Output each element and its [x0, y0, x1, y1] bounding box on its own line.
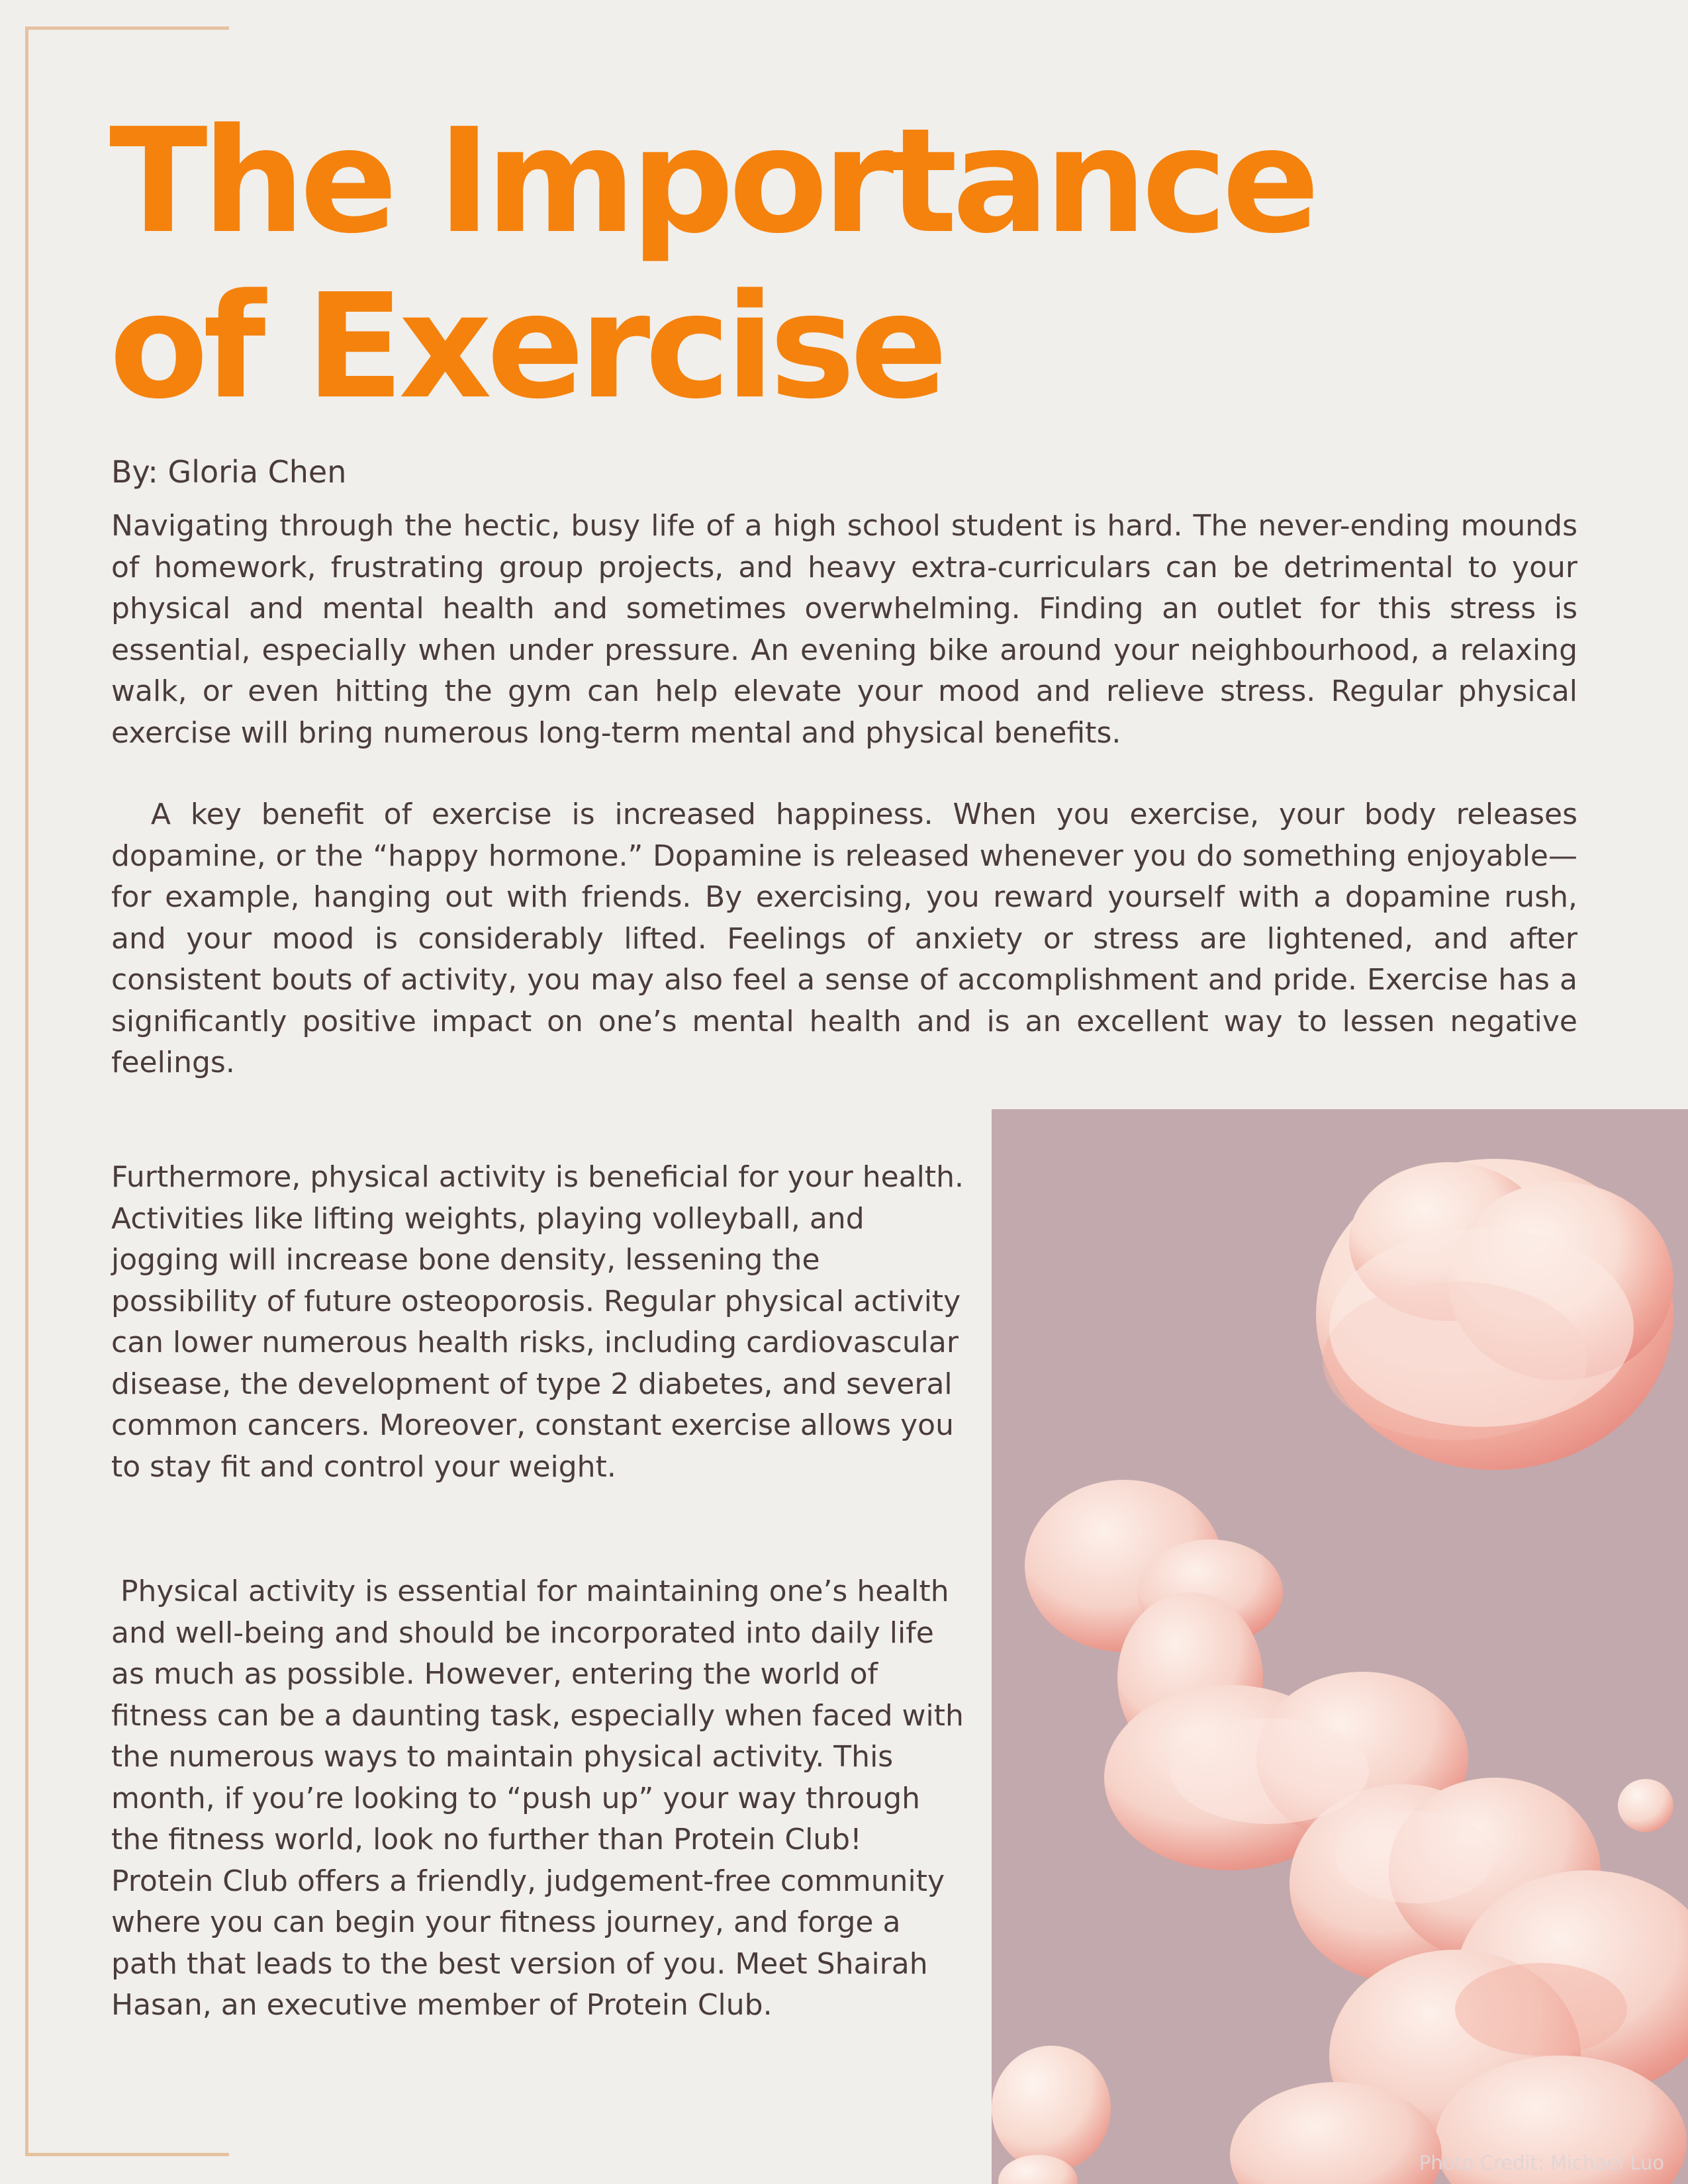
article-title-line-1: The Importance [109, 98, 1315, 265]
blob-artwork [992, 1109, 1688, 2184]
blob-small-right [1618, 1779, 1673, 1832]
byline: By: Gloria Chen [111, 454, 347, 490]
blob-lower-cluster [1025, 1480, 1688, 2184]
illustration-blobs [992, 1109, 1688, 2184]
paragraph-intro: Navigating through the hectic, busy life of a high school student is hard. The never-ending mounds of homework, frustrating group projects, and heavy extra-curriculars can be detrimental to your physical and mental health and sometimes overwhelming. Finding an outlet for this stress is essential, especially when under pressure. An evening bike around your neighbourhood, a relaxing walk, or even hitting the gym can help elevate your mood and relieve stress. Regular physical exercise will bring numerous long-term mental and physical benefits. [111, 509, 1577, 750]
blob-bottom-left [992, 2046, 1111, 2184]
paragraph-physical-health: Furthermore, physical activity is beneficial for your health. Activities like lifting weights, playing volleyball, and jogging will increase bone density, lessening the possibility of future osteoporosis. Regular physical activity can lower numerous health risks, including cardiovascular disease, the development of type 2 diabetes, and several common cancers. Moreover, constant exercise allows you to stay fit and control your weight. [111, 1160, 964, 1484]
paragraph-protein-club: Physical activity is essential for maintaining one’s health and well-being and should be incorporated into daily life as much as possible. However, entering the world of fitness can be a daunting task, especially when faced with the numerous ways to maintain physical activity. This month, if you’re looking to “push up” your way through the fitness world, look no further than Protein Club! Protein Club offers a friendly, judgement-free community where you can begin your fitness journey, and forge a path that leads to the best version of you. Meet Shairah Hasan, an executive member of Protein Club. [111, 1574, 964, 2022]
paragraph-happiness: A key benefit of exercise is increased happiness. When you exercise, your body releases dopamine, or the “happy hormone.” Dopamine is released whenever you do something enjoyable— for example, hanging out with friends. By exercising, you reward yourself with a dopamine rush, and your mood is considerably lifted. Feelings of anxiety or stress are lightened, and after consistent bouts of activity, you may also feel a sense of accomplishment and pride. Exercise has a significantly positive impact on one’s mental health and is an excellent way to lessen negative feelings. [111, 797, 1577, 1079]
frame-line-top [25, 26, 229, 30]
article-title [109, 99, 1532, 430]
photo-credit: Photo Credit: Michael Luo [1419, 2152, 1664, 2174]
frame-line-left [25, 26, 28, 2156]
blob-large-top [1316, 1159, 1673, 1470]
frame-line-bottom [25, 2153, 229, 2156]
article-title-line-2: of Exercise [109, 263, 943, 431]
